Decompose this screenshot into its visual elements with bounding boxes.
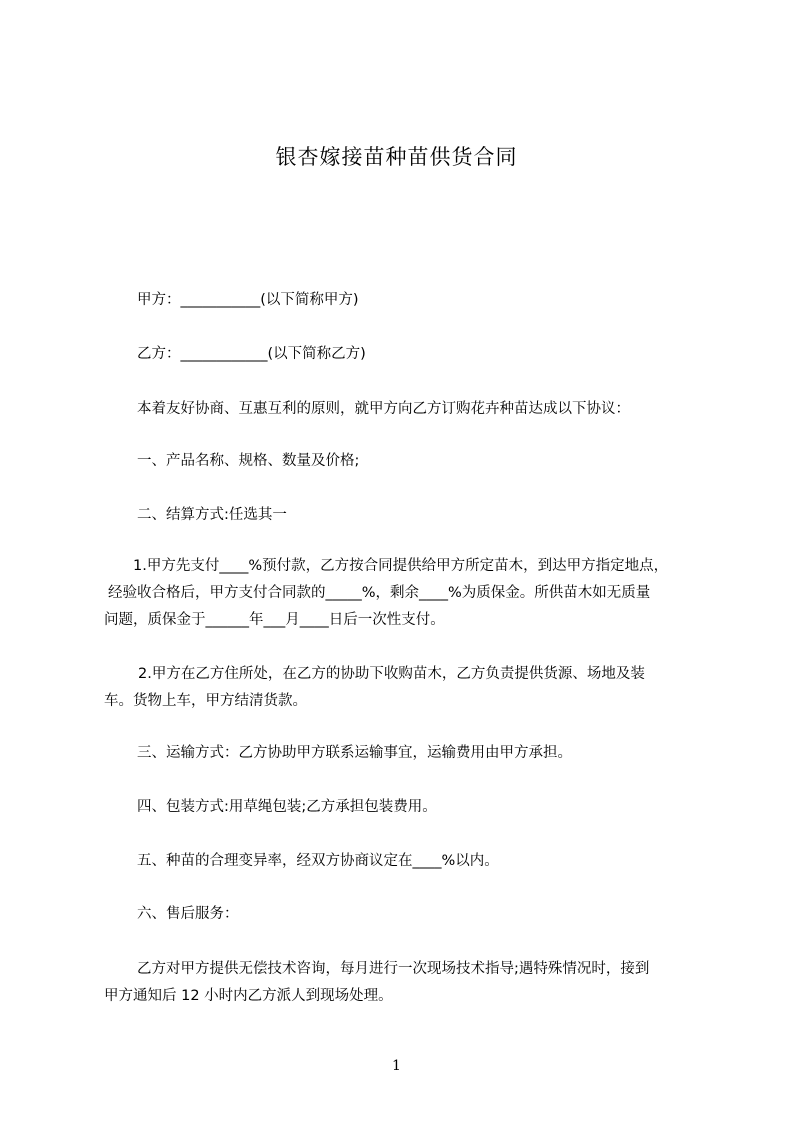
- clause-1-heading: 一、产品名称、规格、数量及价格;: [137, 453, 360, 469]
- clause-6-heading: 六、售后服务：: [137, 906, 239, 922]
- clause-2-heading: 二、结算方式:任选其一: [137, 507, 287, 523]
- after-sales-line-2: 甲方通知后 12 小时内乙方派人到现场处理。: [104, 988, 393, 1004]
- party-b-line: 乙方：____________(以下简称乙方): [137, 346, 366, 362]
- clause-3-paragraph: 三、运输方式：乙方协助甲方联系运输事宜，运输费用由甲方承担。: [137, 745, 572, 761]
- clause-5-paragraph: 五、种苗的合理变异率，经双方协商议定在____%以内。: [137, 853, 499, 869]
- payment-option-2-line-2: 车。货物上车，甲方结清货款。: [104, 693, 307, 709]
- payment-option-1-line-1: 1.甲方先支付____%预付款，乙方按合同提供给甲方所定苗木，到达甲方指定地点，: [133, 558, 669, 574]
- party-a-line: 甲方：___________(以下简称甲方): [137, 292, 359, 308]
- page-number: 1: [392, 1058, 401, 1074]
- clause-4-paragraph: 四、包装方式:用草绳包装;乙方承担包装费用。: [137, 799, 437, 815]
- preamble-paragraph: 本着友好协商、互惠互利的原则，就甲方向乙方订购花卉种苗达成以下协议：: [137, 401, 630, 417]
- payment-option-2-line-1: 2.甲方在乙方住所处，在乙方的协助下收购苗木，乙方负责提供货源、场地及装: [138, 666, 645, 682]
- payment-option-1-line-3: 问题，质保金于______年___月____日后一次性支付。: [104, 612, 445, 628]
- payment-option-1-line-2: 经验收合格后，甲方支付合同款的_____%，剩余____%为质保金。所供苗木如无质量: [108, 585, 651, 601]
- document-title: 银杏嫁接苗种苗供货合同: [275, 145, 518, 169]
- after-sales-line-1: 乙方对甲方提供无偿技术咨询，每月进行一次现场技术指导;遇特殊情况时，接到: [137, 961, 650, 977]
